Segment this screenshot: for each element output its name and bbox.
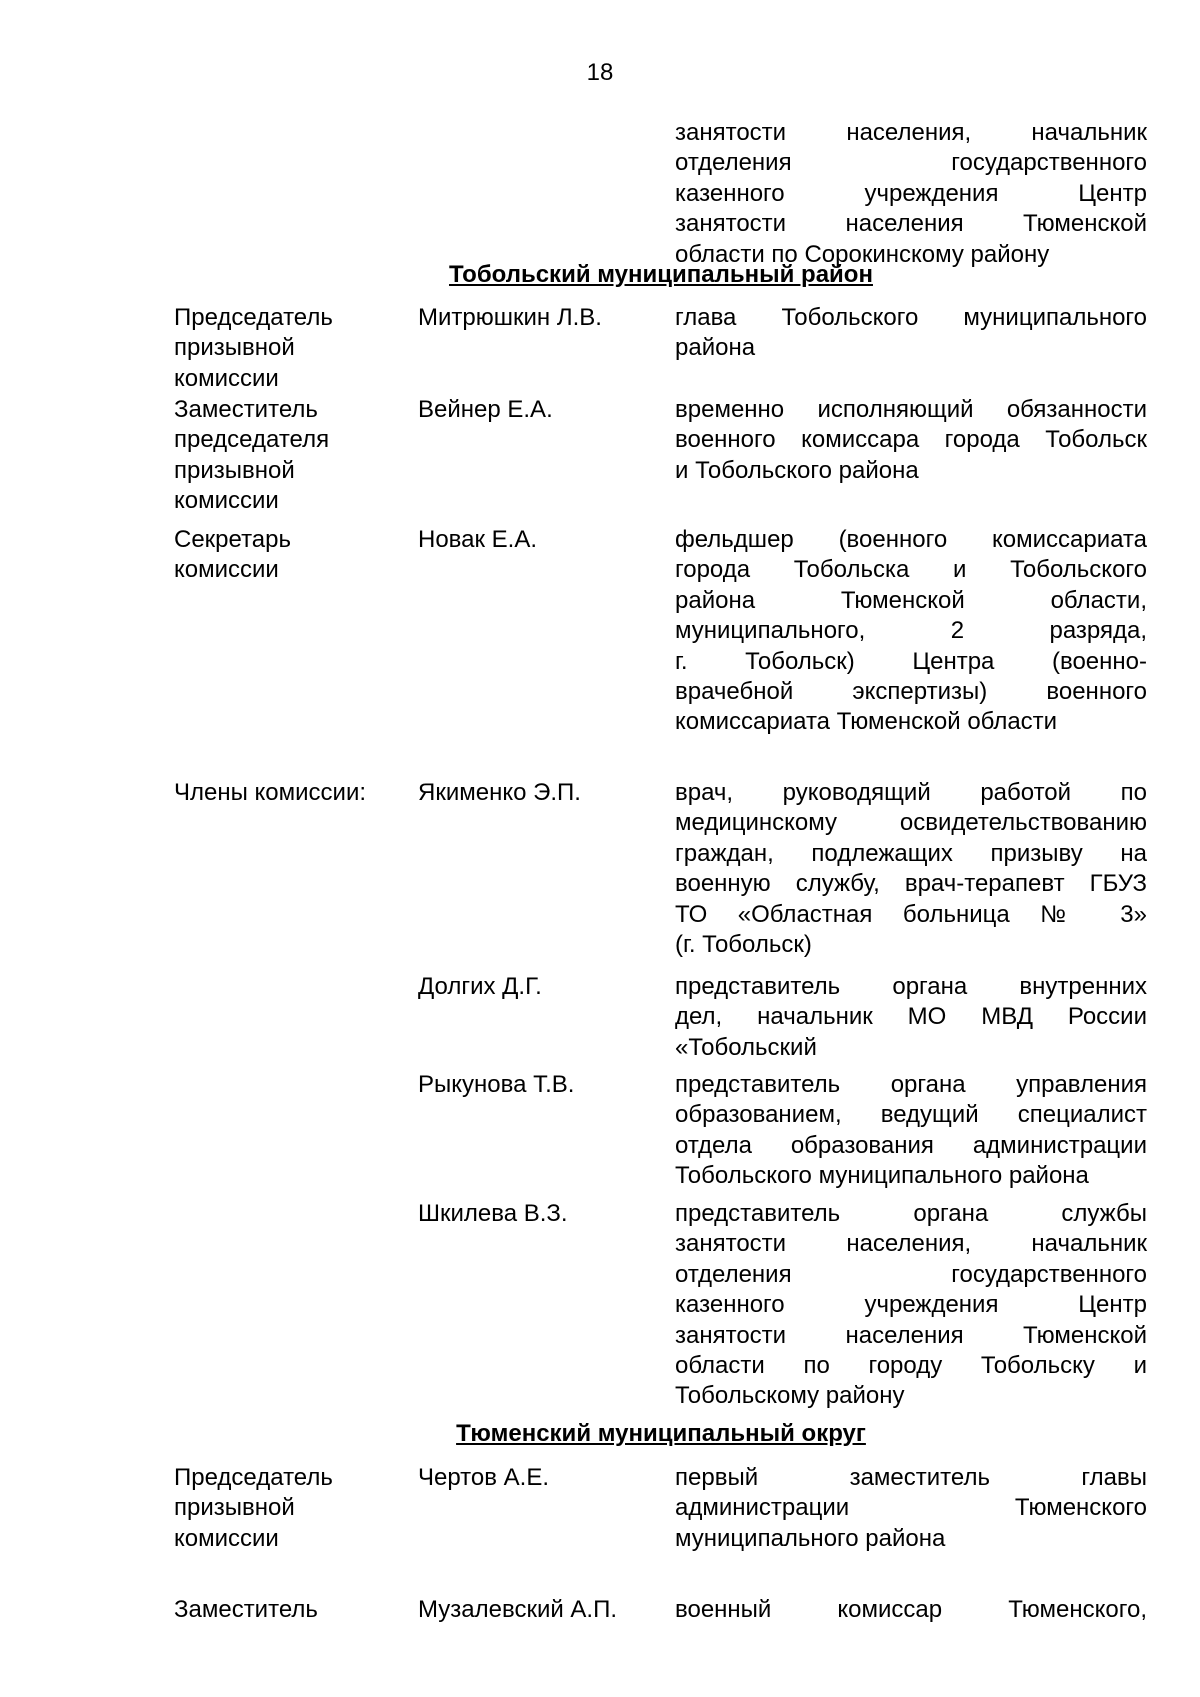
- position-line: отделения государственного: [675, 1260, 1147, 1288]
- position-line: (г. Тобольск): [675, 931, 812, 959]
- position-line: первый заместитель главы: [675, 1464, 1147, 1491]
- position-line: фельдшер (военного комиссариата: [675, 526, 1147, 553]
- position-line: граждан, подлежащих призыву на: [675, 839, 1147, 867]
- position-text: [675, 778, 1147, 960]
- role-line: комиссии: [174, 556, 279, 584]
- role-line: призывной: [174, 1494, 295, 1522]
- role-label: [174, 778, 404, 808]
- position-line: врач, руководящий работой по: [675, 779, 1147, 806]
- member-name: Музалевский А.П.: [418, 1596, 618, 1623]
- position-line: дел, начальник МО МВД России: [675, 1003, 1147, 1031]
- text-line: отделения государственного: [675, 149, 1147, 177]
- position-line: области по городу Тобольску и: [675, 1352, 1147, 1380]
- position-line: Тобольского муниципального района: [675, 1162, 1089, 1190]
- position-line: казенного учреждения Центр: [675, 1291, 1147, 1319]
- position-text: [675, 1595, 1147, 1625]
- member-name: Рыкунова Т.В.: [418, 1071, 575, 1098]
- page-number: 18: [586, 59, 614, 86]
- member-name: Новак Е.А.: [418, 526, 538, 553]
- position-line: представитель органа управления: [675, 1071, 1147, 1098]
- member-name: Чертов А.Е.: [418, 1464, 550, 1491]
- text-line: занятости населения Тюменской: [675, 210, 1147, 238]
- position-line: администрации Тюменского: [675, 1494, 1147, 1522]
- position-text: [675, 1463, 1147, 1554]
- position-line: комиссариата Тюменской области: [675, 708, 1058, 736]
- role-label: [174, 303, 404, 394]
- position-line: представитель органа внутренних: [675, 973, 1147, 1000]
- text-line: казенного учреждения Центр: [675, 179, 1147, 207]
- position-line: временно исполняющий обязанности: [675, 396, 1147, 423]
- role-label: [174, 525, 404, 586]
- section-title: Тобольский муниципальный район: [449, 261, 873, 288]
- text-line: области по Сорокинскому району: [675, 240, 1050, 268]
- position-text: [675, 1070, 1147, 1192]
- role-label: [174, 1595, 404, 1625]
- position-line: представитель органа службы: [675, 1200, 1147, 1227]
- position-line: образованием, ведущий специалист: [675, 1101, 1147, 1129]
- role-line: призывной: [174, 334, 295, 362]
- role-label: [174, 1463, 404, 1554]
- member-name: Шкилева В.З.: [418, 1200, 568, 1227]
- role-line: комиссии: [174, 1524, 279, 1552]
- member-name: Митрюшкин Л.В.: [418, 304, 602, 331]
- position-text: [675, 395, 1147, 486]
- position-text: [675, 1199, 1147, 1412]
- position-line: муниципального, 2 разряда,: [675, 617, 1147, 645]
- member-name: Долгих Д.Г.: [418, 973, 542, 1000]
- position-line: военную службу, врач-терапевт ГБУЗ: [675, 870, 1147, 898]
- position-line: г. Тобольск) Центра (военно-: [675, 647, 1147, 675]
- position-line: района Тюменской области,: [675, 586, 1147, 614]
- position-line: муниципального района: [675, 1524, 946, 1552]
- position-line: ТО «Областная больница № 3»: [675, 900, 1147, 928]
- role-line: комиссии: [174, 487, 279, 515]
- position-text: [675, 972, 1147, 1063]
- role-line: комиссии: [174, 364, 279, 392]
- position-line: занятости населения, начальник: [675, 1230, 1147, 1258]
- position-line: «Тобольский: [675, 1033, 817, 1061]
- role-line: Члены комиссии:: [174, 779, 367, 806]
- position-line: военный комиссар Тюменского,: [675, 1596, 1147, 1623]
- position-line: занятости населения Тюменской: [675, 1321, 1147, 1349]
- position-line: глава Тобольского муниципального: [675, 304, 1147, 331]
- member-name: Вейнер Е.А.: [418, 396, 553, 423]
- member-name: Якименко Э.П.: [418, 779, 581, 806]
- position-line: врачебной экспертизы) военного: [675, 678, 1147, 706]
- section-title: Тюменский муниципальный округ: [456, 1420, 866, 1447]
- role-label: [174, 395, 404, 517]
- position-line: медицинскому освидетельствованию: [675, 809, 1147, 837]
- position-text: [675, 303, 1147, 364]
- role-line: Председатель: [174, 1464, 333, 1491]
- position-line: и Тобольского района: [675, 456, 919, 484]
- position-line: города Тобольска и Тобольского: [675, 556, 1147, 584]
- role-line: призывной: [174, 456, 295, 484]
- continuation-text: [675, 118, 1147, 270]
- text-line: занятости населения, начальник: [675, 119, 1147, 146]
- role-line: Заместитель: [174, 1596, 318, 1623]
- position-line: военного комиссара города Тобольск: [675, 426, 1147, 454]
- position-text: [675, 525, 1147, 738]
- role-line: Председатель: [174, 304, 333, 331]
- position-line: Тобольскому району: [675, 1382, 905, 1410]
- role-line: Заместитель: [174, 396, 318, 423]
- role-line: Секретарь: [174, 526, 291, 553]
- position-line: района: [675, 334, 756, 362]
- position-line: отдела образования администрации: [675, 1131, 1147, 1159]
- role-line: председателя: [174, 426, 330, 454]
